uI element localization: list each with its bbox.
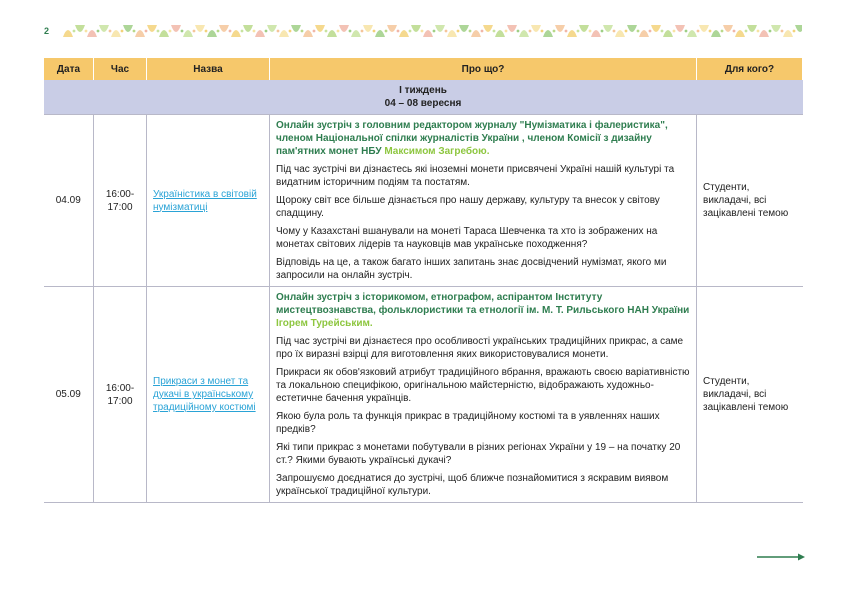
week-cell — [44, 80, 803, 115]
schedule-table — [43, 58, 803, 503]
lead-text: Онлайн зустріч з головним редактором журналу "Нумізматика і фалеристика", членом Національної спілки журналістів України , членом Комісії з дизайну пам'ятних монет НБУ — [276, 120, 668, 157]
event-time: 16:00-17:00 — [94, 287, 147, 503]
table-row — [44, 287, 803, 503]
description-paragraph: Чому у Казахстані вшанували на монеті Тараса Шевченка та хто із зображених на монетах світових лідерів та науковців мав українське походження? — [276, 226, 658, 250]
event-title-cell — [147, 287, 270, 503]
description-paragraph: Які типи прикрас з монетами побутували в різних регіонах України у 19 – на початку 20 ст.? Якими бувають українські дукачі? — [276, 442, 681, 466]
header-title: Назва — [147, 58, 270, 80]
header-time: Час — [94, 58, 147, 80]
event-lead — [276, 291, 690, 330]
event-title-link[interactable]: Україністика в світовій нумізматиці — [153, 188, 257, 213]
event-description — [270, 115, 697, 287]
table-row — [44, 115, 803, 287]
description-paragraph: Прикраси як обов'язковий атрибут традиційного вбрання, вражають своєю варіативністю та локальною специфікою, оригінальною майстерністю, відображають художньо-естетичне бачення українців. — [276, 367, 690, 404]
folk-ornament-border — [62, 22, 802, 40]
guest-name: Максимом Загребою. — [384, 146, 490, 157]
week-label: І тиждень — [399, 85, 447, 96]
guest-name: Ігорем Турейським. — [276, 318, 373, 329]
table-header-row — [44, 58, 803, 80]
event-audience: Студенти, викладачі, всі зацікавлені темою — [697, 115, 803, 287]
description-paragraph: Щороку світ все більше дізнається про нашу державу, культуру та внесок у світову спадщину. — [276, 195, 660, 219]
description-paragraph: Під час зустрічі ви дізнаєтеся про особливості українських традиційних прикрас, а саме про їх виразні взірці для виготовлення яких використовувалися монети. — [276, 336, 684, 360]
lead-text: Онлайн зустріч з історикомом, етнографом, аспірантом Інституту мистецтвознавства, фольклористики та етнології ім. М. Т. Рильського НАН України — [276, 292, 690, 316]
description-paragraph: Якою була роль та функція прикрас в традиційному костюмі та в уявленнях наших предків? — [276, 411, 660, 435]
arrow-right-icon[interactable] — [757, 552, 805, 562]
event-time: 16:00-17:00 — [94, 115, 147, 287]
event-date: 04.09 — [44, 115, 94, 287]
description-paragraph: Під час зустрічі ви дізнаєтесь які іноземні монети присвячені Україні нашій культурі та видатним історичним подіям та постатям. — [276, 164, 675, 188]
event-audience: Студенти, викладачі, всі зацікавлені темою — [697, 287, 803, 503]
event-title-link[interactable]: Прикраси з монет та дукачі в українському традиційному костюмі — [153, 376, 256, 413]
event-description — [270, 287, 697, 503]
event-date: 05.09 — [44, 287, 94, 503]
week-range: 04 – 08 вересня — [384, 98, 462, 109]
event-lead — [276, 119, 690, 158]
description-paragraph: Запрошуємо доєднатися до зустрічі, щоб ближче познайомитися з яскравим виявом української традиційної культури. — [276, 473, 669, 497]
description-paragraph: Відповідь на це, а також багато інших запитань знає досвідчений нумізмат, якого ми запросили на онлайн зустріч. — [276, 257, 667, 281]
header-audience: Для кого? — [697, 58, 803, 80]
page-number: 2 — [44, 26, 50, 36]
week-row — [44, 80, 803, 115]
event-title-cell — [147, 115, 270, 287]
header-date: Дата — [44, 58, 94, 80]
header-about: Про що? — [270, 58, 697, 80]
